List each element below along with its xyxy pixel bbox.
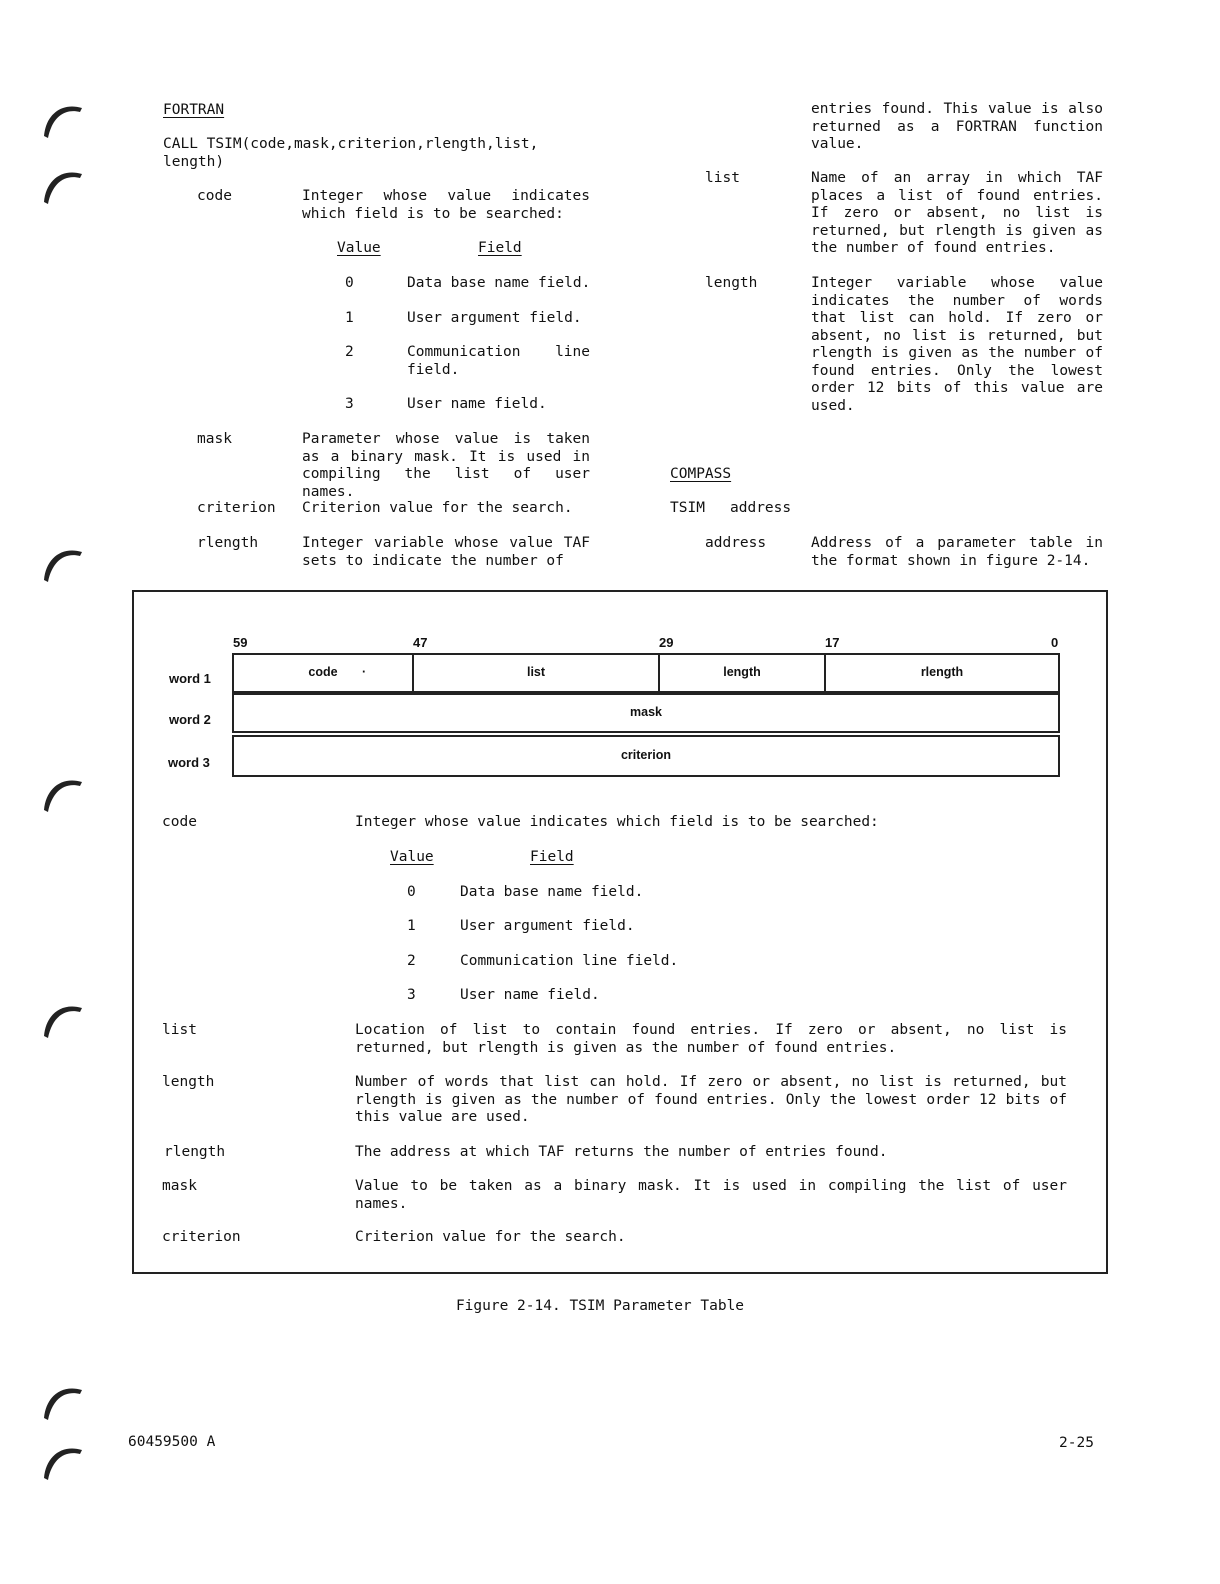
field-cell: Data base name field. xyxy=(407,275,591,291)
value-column-header: Value xyxy=(337,240,381,256)
fig-value-header: Value xyxy=(390,849,434,865)
field-column-header: Field xyxy=(478,240,522,256)
fig-value-cell: 2 xyxy=(407,953,416,969)
word1-row xyxy=(232,653,1060,693)
compass-arg: address xyxy=(730,500,792,516)
hole-punch-mark xyxy=(40,96,86,142)
param-desc-length: Integer variable whose value indicates the number of words that list can hold. If zero or absent, no list is returned, but rlength is given as the number of found entries. Only the lowest order 12 bits of this value are used. xyxy=(811,275,1103,414)
word-label: word 2 xyxy=(169,712,211,727)
fig-field-cell: Communication line field. xyxy=(460,953,679,969)
value-cell: 3 xyxy=(345,396,354,412)
def-desc-rlength: The address at which TAF returns the number of entries found. xyxy=(355,1144,888,1160)
param-name-list: list xyxy=(705,170,740,186)
field-rlength xyxy=(826,655,1058,691)
param-desc-rlength: Integer variable whose value TAF sets to indicate the number of xyxy=(302,535,590,569)
hole-punch-mark xyxy=(40,1378,86,1424)
param-name-code: code xyxy=(197,188,232,204)
def-desc-list: Location of list to contain found entries. If zero or absent, no list is returned, but rlength is given as the number of found entries. xyxy=(355,1022,1067,1056)
value-cell: 0 xyxy=(345,275,354,291)
def-desc-length: Number of words that list can hold. If zero or absent, no list is returned, but rlength is given as the number of found entries. Only the lowest order 12 bits of this value are used. xyxy=(355,1074,1067,1125)
fig-value-cell: 3 xyxy=(407,987,416,1003)
param-desc-code: Integer whose value indicates which field is to be searched: xyxy=(302,188,590,222)
def-desc-mask: Value to be taken as a binary mask. It is used in compiling the list of user names. xyxy=(355,1178,1067,1212)
word3-row xyxy=(232,735,1060,777)
def-name-length: length xyxy=(162,1074,215,1090)
bit-label: 29 xyxy=(659,635,674,650)
hole-punch-mark xyxy=(40,996,86,1042)
page-number: 2-25 xyxy=(1059,1435,1094,1451)
param-name-criterion: criterion xyxy=(197,500,276,516)
fortran-heading: FORTRAN xyxy=(163,102,225,118)
fortran-call-line-1: CALL TSIM(code,mask,criterion,rlength,list, xyxy=(163,136,539,152)
bit-label: 47 xyxy=(413,635,428,650)
param-desc-list: Name of an array in which TAF places a list of found entries. If zero or absent, no list is returned, but rlength is given as the number of found entries. xyxy=(811,170,1103,256)
field-mask-label: mask xyxy=(630,705,662,720)
value-cell: 1 xyxy=(345,310,354,326)
field-criterion-label: criterion xyxy=(620,748,671,763)
figure-box xyxy=(132,590,1108,1274)
hole-punch-mark xyxy=(40,1438,86,1484)
param-desc-mask: Parameter whose value is taken as a binary mask. It is used in compiling the list of user names. xyxy=(302,431,590,500)
hole-punch-mark xyxy=(40,540,86,586)
hole-punch-mark xyxy=(40,162,86,208)
field-cell: User name field. xyxy=(407,396,547,412)
bit-label: 17 xyxy=(825,635,840,650)
figure-caption: Figure 2-14. TSIM Parameter Table xyxy=(455,1298,745,1314)
fortran-call-line-2: length) xyxy=(163,154,225,170)
doc-number: 60459500 A xyxy=(128,1434,216,1450)
fig-field-header: Field xyxy=(530,849,574,865)
def-name-criterion: criterion xyxy=(162,1229,241,1245)
param-name-address: address xyxy=(705,535,767,551)
param-desc-address: Address of a parameter table in the format shown in figure 2-14. xyxy=(811,535,1103,569)
rlength-continuation: entries found. This value is also returned as a FORTRAN function value. xyxy=(811,101,1103,152)
field-mask xyxy=(234,695,1058,731)
field-length-label: length xyxy=(723,665,761,680)
hole-punch-mark xyxy=(40,770,86,816)
compass-heading: COMPASS xyxy=(670,466,732,482)
param-name-mask: mask xyxy=(197,431,232,447)
param-name-length: length xyxy=(705,275,758,291)
field-code xyxy=(234,655,414,691)
def-name-list: list xyxy=(162,1022,197,1038)
fig-field-cell: User argument field. xyxy=(460,918,635,934)
field-code-label: code xyxy=(308,665,338,680)
field-list xyxy=(414,655,660,691)
word-label: word 1 xyxy=(169,671,211,686)
param-desc-criterion: Criterion value for the search. xyxy=(302,500,573,516)
def-name-rlength: rlength xyxy=(164,1144,226,1160)
field-rlength-label: rlength xyxy=(920,665,964,680)
def-desc-criterion: Criterion value for the search. xyxy=(355,1229,626,1245)
field-list-label: list xyxy=(526,665,546,680)
stray-dot: · xyxy=(362,665,367,679)
field-length xyxy=(660,655,826,691)
word-label: word 3 xyxy=(168,755,210,770)
field-cell: User argument field. xyxy=(407,310,582,326)
def-name-code: code xyxy=(162,814,197,830)
fig-field-cell: User name field. xyxy=(460,987,600,1003)
value-cell: 2 xyxy=(345,344,354,360)
fig-value-cell: 0 xyxy=(407,884,416,900)
compass-macro: TSIM xyxy=(670,500,705,516)
bit-label: 0 xyxy=(1051,635,1059,650)
bit-label: 59 xyxy=(233,635,248,650)
field-cell: Communication line field. xyxy=(407,344,590,378)
def-name-mask: mask xyxy=(162,1178,197,1194)
word2-row xyxy=(232,693,1060,733)
def-desc-code: Integer whose value indicates which field is to be searched: xyxy=(355,814,879,830)
fig-field-cell: Data base name field. xyxy=(460,884,644,900)
param-name-rlength: rlength xyxy=(197,535,259,551)
field-criterion xyxy=(234,737,1058,775)
fig-value-cell: 1 xyxy=(407,918,416,934)
